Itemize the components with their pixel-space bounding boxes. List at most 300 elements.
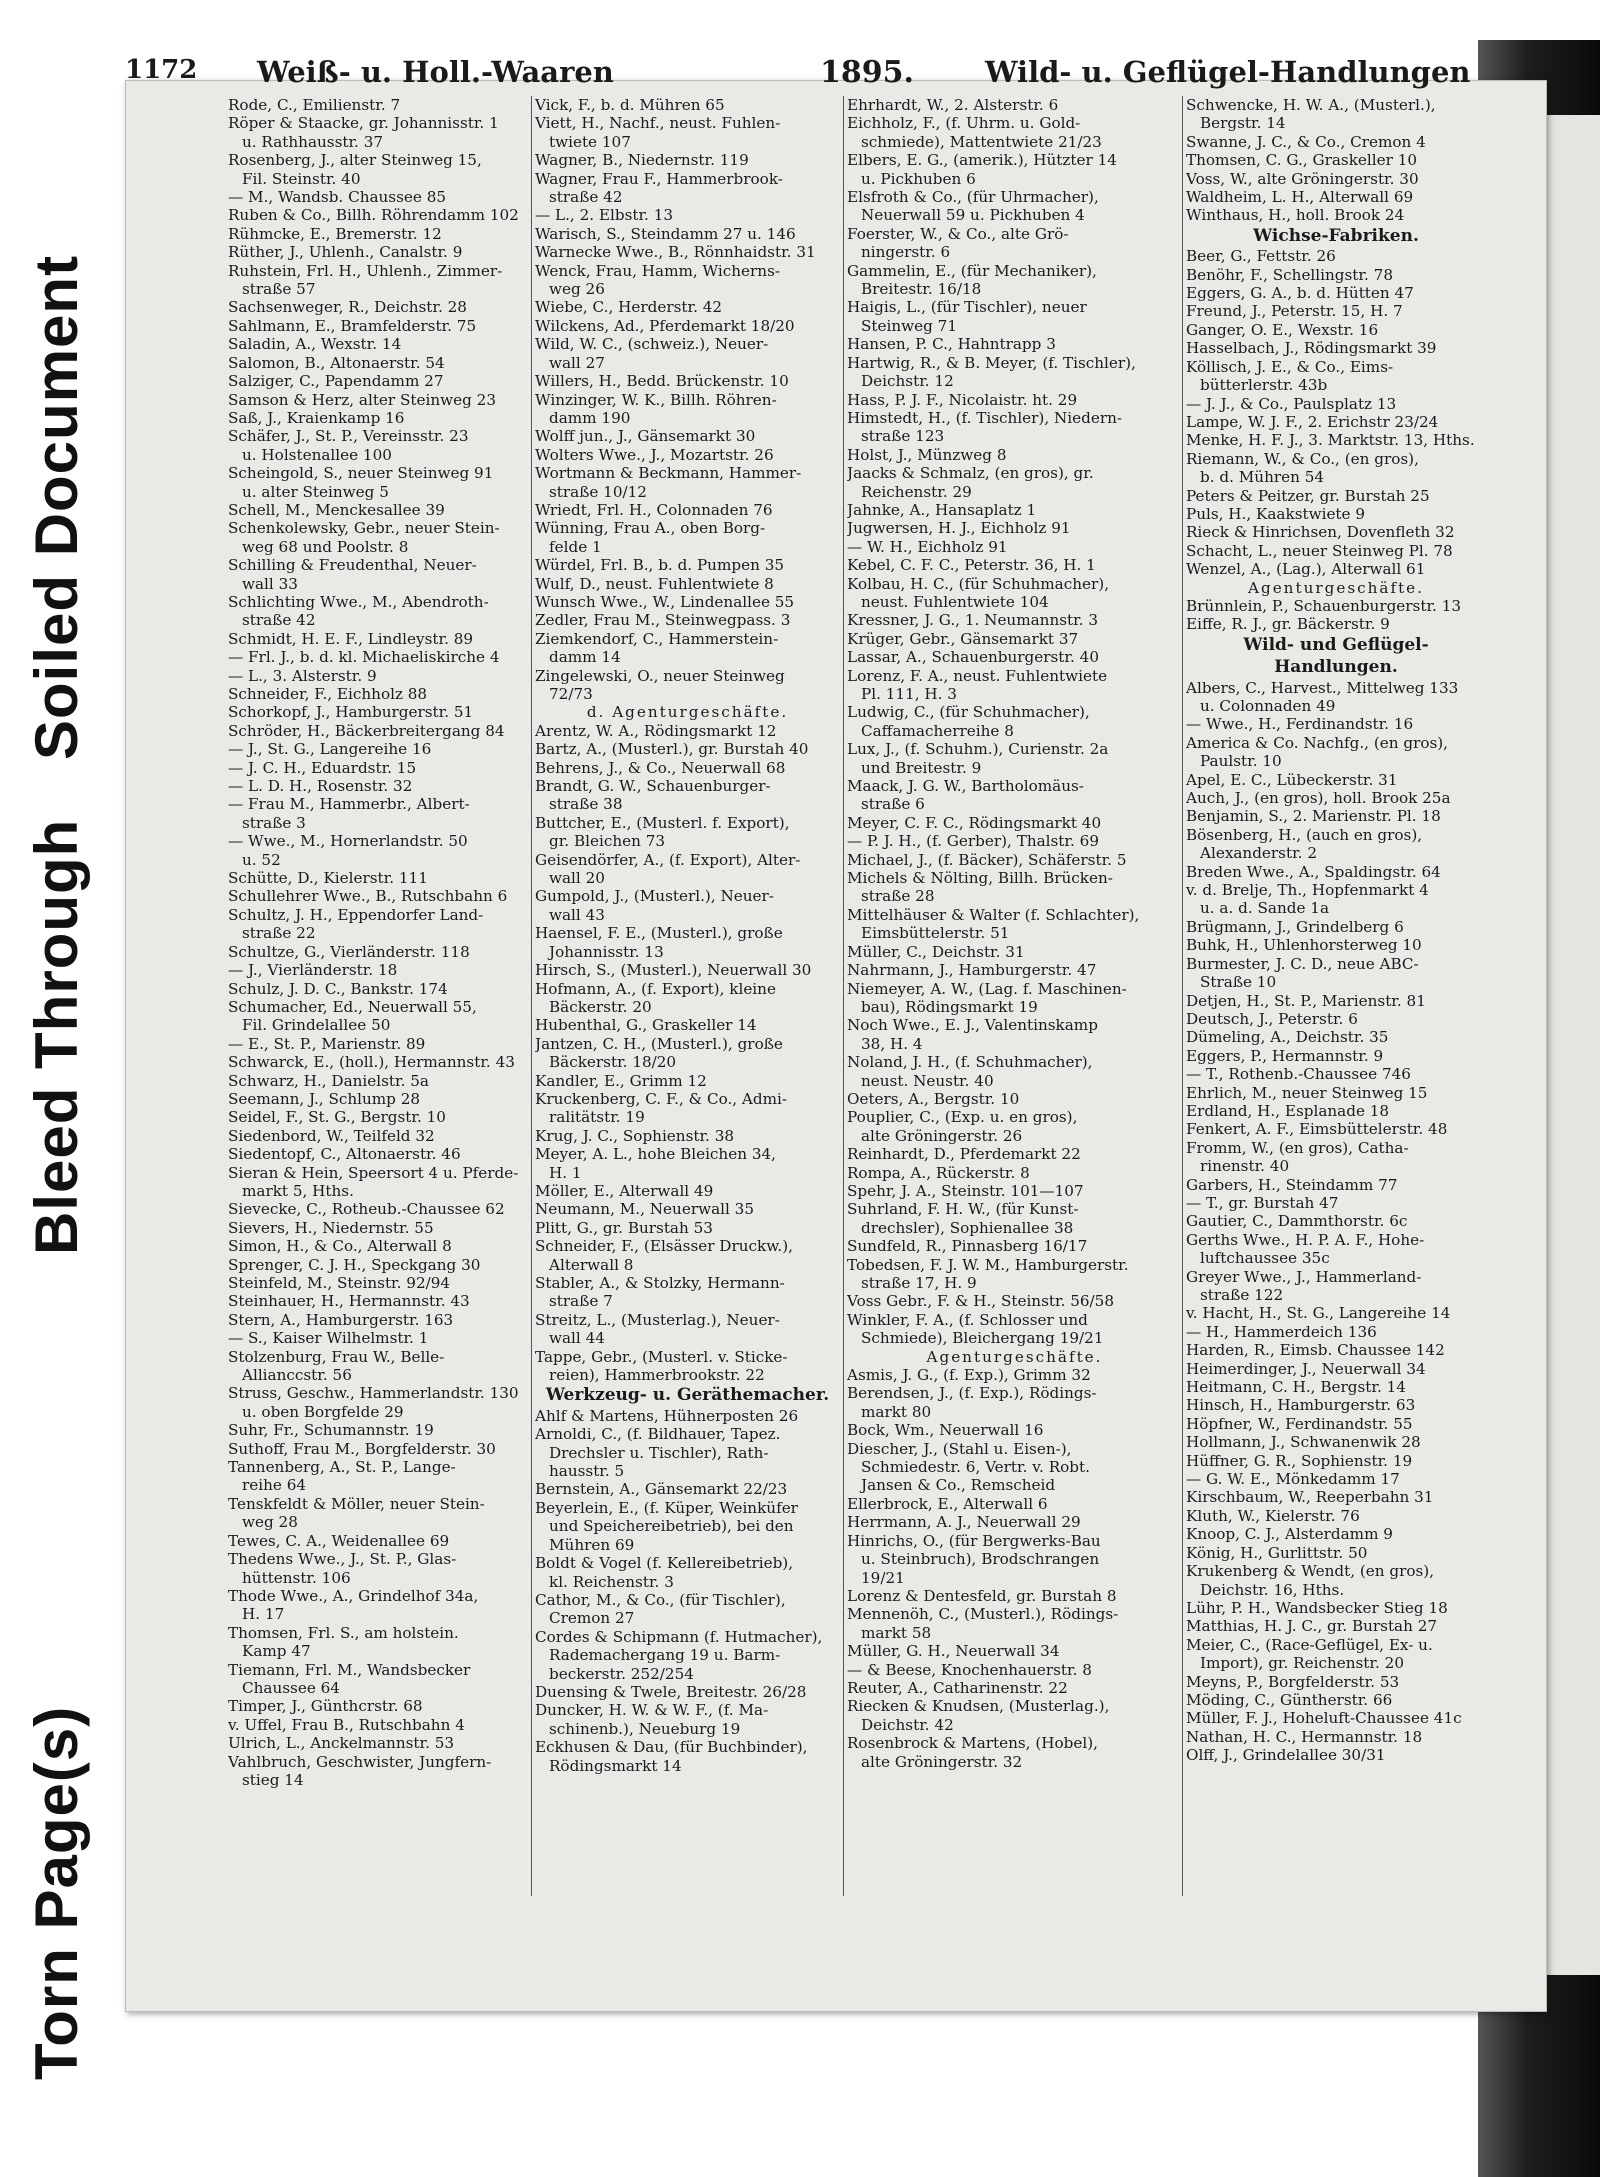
directory-entry: Kebel, C. F. C., Peterstr. 36, H. 1 — [847, 556, 1096, 575]
directory-entry: Siedenbord, W., Teilfeld 32 — [228, 1126, 435, 1145]
entry-continuation: luftchaussee 35c — [1200, 1249, 1330, 1268]
section-heading: Werkzeug- u. Geräthemacher. — [545, 1385, 830, 1406]
directory-entry: — J., Vierländerstr. 18 — [228, 961, 398, 980]
directory-entry: Seidel, F., St. G., Bergstr. 10 — [228, 1108, 446, 1127]
directory-entry: Wagner, Frau F., Hammerbrook- — [535, 169, 783, 188]
directory-column-3 — [847, 96, 1182, 1996]
directory-entry: Noland, J. H., (f. Schuhmacher), — [847, 1053, 1093, 1072]
directory-entry: Sundfeld, R., Pinnasberg 16/17 — [847, 1237, 1088, 1256]
entry-continuation: Fil. Steinstr. 40 — [242, 169, 361, 188]
directory-entry: Hollmann, J., Schwanenwik 28 — [1186, 1433, 1421, 1452]
directory-entry: Gerths Wwe., H. P. A. F., Hohe- — [1186, 1230, 1425, 1249]
directory-entry: Bartz, A., (Musterl.), gr. Burstah 40 — [535, 740, 809, 759]
directory-entry: Holst, J., Münzweg 8 — [847, 445, 1007, 464]
directory-entry: — T., gr. Burstah 47 — [1186, 1193, 1339, 1212]
entry-continuation: drechsler), Sophienallee 38 — [861, 1218, 1074, 1237]
directory-entry: Schacht, L., neuer Steinweg Pl. 78 — [1186, 541, 1453, 560]
entry-continuation: Bäckerstr. 18/20 — [549, 1053, 677, 1072]
torn-pages-stamp: Torn Page(s) — [23, 1705, 90, 2080]
directory-entry: Benjamin, S., 2. Marienstr. Pl. 18 — [1186, 807, 1441, 826]
directory-entry: Lorenz & Dentesfeld, gr. Burstah 8 — [847, 1586, 1117, 1605]
directory-entry: Lassar, A., Schauenburgerstr. 40 — [847, 648, 1099, 667]
entry-continuation: u. Colonnaden 49 — [1200, 697, 1336, 715]
directory-entry: — Wwe., M., Hornerlandstr. 50 — [228, 832, 468, 851]
directory-entry: Zingelewski, O., neuer Steinweg — [535, 666, 785, 685]
entry-continuation: reien), Hammerbrookstr. 22 — [549, 1366, 765, 1385]
directory-entry: — W. H., Eichholz 91 — [847, 537, 1008, 556]
directory-entry: Lampe, W. J. F., 2. Erichstr 23/24 — [1186, 412, 1439, 431]
directory-entry: Diescher, J., (Stahl u. Eisen-), — [847, 1439, 1072, 1458]
directory-entry: — Wwe., H., Ferdinandstr. 16 — [1186, 715, 1414, 734]
directory-entry: v. d. Brelje, Th., Hopfenmarkt 4 — [1186, 881, 1429, 900]
directory-entry: Voss Gebr., F. & H., Steinstr. 56/58 — [847, 1292, 1114, 1311]
directory-entry: Ludwig, C., (für Schuhmacher), — [847, 703, 1090, 722]
entry-continuation: markt 80 — [861, 1402, 932, 1421]
right-running-title: Wild- u. Geflügel-Handlungen — [985, 55, 1471, 89]
directory-entry: Olff, J., Grindelallee 30/31 — [1186, 1746, 1386, 1765]
entry-continuation: straße 10/12 — [549, 482, 647, 501]
directory-entry: Breden Wwe., A., Spaldingstr. 64 — [1186, 862, 1441, 881]
directory-entry: Michels & Nölting, Billh. Brücken- — [847, 869, 1113, 888]
directory-entry: Mennenöh, C., (Musterl.), Rödings- — [847, 1605, 1119, 1624]
directory-entry: Schell, M., Menckesallee 39 — [228, 500, 445, 519]
entry-continuation: Schmiede), Bleichergang 19/21 — [861, 1329, 1104, 1348]
directory-entry: — Frl. J., b. d. kl. Michaeliskirche 4 — [228, 648, 500, 667]
directory-entry: Rieck & Hinrichsen, Dovenfleth 32 — [1186, 523, 1455, 542]
entry-continuation: Fil. Grindelallee 50 — [242, 1016, 391, 1035]
entry-continuation: weg 28 — [242, 1513, 298, 1532]
entry-continuation: u. Rathhausstr. 37 — [242, 132, 384, 151]
directory-entry: Kandler, E., Grimm 12 — [535, 1071, 707, 1090]
directory-entry: Arnoldi, C., (f. Bildhauer, Tapez. — [535, 1425, 781, 1444]
entry-continuation: weg 26 — [549, 280, 605, 299]
directory-entry: Mittelhäuser & Walter (f. Schlachter), — [847, 905, 1140, 924]
directory-entry: Plitt, G., gr. Burstah 53 — [535, 1218, 713, 1237]
directory-entry: Nahrmann, J., Hamburgerstr. 47 — [847, 961, 1097, 980]
directory-entry: Samson & Herz, alter Steinweg 23 — [228, 390, 496, 409]
directory-entry: — H., Hammerdeich 136 — [1186, 1322, 1377, 1341]
entry-continuation: 19/21 — [861, 1568, 905, 1587]
column-rule — [1182, 96, 1183, 1896]
directory-entry: Knoop, C. J., Alsterdamm 9 — [1186, 1525, 1393, 1544]
directory-entry: Winzinger, W. K., Billh. Röhren- — [535, 390, 777, 409]
left-running-title: Weiß- u. Holl.-Waaren — [257, 55, 614, 89]
directory-entry: Schütte, D., Kielerstr. 111 — [228, 869, 428, 888]
entry-continuation: neust. Fuhlentwiete 104 — [861, 592, 1049, 611]
directory-entry: Stabler, A., & Stolzky, Hermann- — [535, 1274, 785, 1292]
directory-entry: Greyer Wwe., J., Hammerland- — [1186, 1267, 1422, 1286]
entry-continuation: schmiede), Mattentwiete 21/23 — [861, 132, 1102, 151]
directory-entry: Freund, J., Peterstr. 15, H. 7 — [1186, 302, 1403, 321]
directory-entry: Schäfer, J., St. P., Vereinsstr. 23 — [228, 427, 469, 446]
entry-continuation: Cremon 27 — [549, 1609, 635, 1628]
entry-continuation: Import), gr. Reichenstr. 20 — [1200, 1654, 1404, 1673]
directory-entry: Krukenberg & Wendt, (en gros), — [1186, 1562, 1435, 1581]
directory-entry: Kluth, W., Kielerstr. 76 — [1186, 1506, 1360, 1525]
entry-continuation: neust. Neustr. 40 — [861, 1071, 994, 1090]
directory-entry: Höpfner, W., Ferdinandstr. 55 — [1186, 1414, 1413, 1433]
directory-entry: Deutsch, J., Peterstr. 6 — [1186, 1009, 1358, 1028]
directory-entry: Wunsch Wwe., W., Lindenallee 55 — [535, 592, 795, 611]
directory-entry: Würdel, Frl. B., b. d. Pumpen 35 — [535, 556, 785, 575]
directory-entry: Tewes, C. A., Weidenallee 69 — [228, 1531, 450, 1550]
page-header — [125, 55, 1471, 95]
entry-continuation: Straße 10 — [1200, 973, 1277, 992]
directory-entry: Wünning, Frau A., oben Borg- — [535, 519, 766, 538]
directory-entry: Sieran & Hein, Speersort 4 u. Pferde- — [228, 1163, 519, 1182]
directory-entry: Wild, W. C., (schweiz.), Neuer- — [535, 335, 769, 354]
entry-continuation: straße 42 — [549, 188, 623, 207]
entry-continuation: alte Gröningerstr. 32 — [861, 1752, 1023, 1771]
directory-entry: Meyer, A. L., hohe Bleichen 34, — [535, 1145, 776, 1164]
directory-entry: Oeters, A., Bergstr. 10 — [847, 1089, 1020, 1108]
directory-entry: Tannenberg, A., St. P., Lange- — [228, 1458, 456, 1477]
directory-entry: Buttcher, E., (Musterl. f. Export), — [535, 813, 790, 832]
directory-entry: Maack, J. G. W., Bartholomäus- — [847, 777, 1084, 796]
directory-entry: Wenzel, A., (Lag.), Alterwall 61 — [1186, 560, 1426, 579]
directory-entry: Warisch, S., Steindamm 27 u. 146 — [535, 224, 796, 243]
entry-continuation: Bergstr. 14 — [1200, 114, 1286, 133]
entry-continuation: straße 123 — [861, 427, 945, 446]
directory-entry: Schultze, G., Vierländerstr. 118 — [228, 942, 470, 961]
directory-entry: Waldheim, L. H., Alterwall 69 — [1186, 188, 1414, 207]
directory-entry: Saß, J., Kraienkamp 16 — [228, 408, 405, 427]
directory-entry: Arentz, W. A., Rödingsmarkt 12 — [535, 721, 777, 740]
directory-entry: — & Beese, Knochenhauerstr. 8 — [847, 1660, 1092, 1679]
entry-continuation: b. d. Mühren 54 — [1200, 468, 1325, 487]
directory-entry: Wulf, D., neust. Fuhlentwiete 8 — [535, 574, 774, 593]
directory-entry: Brügmann, J., Grindelberg 6 — [1186, 917, 1404, 936]
directory-entry: Suhr, Fr., Schumannstr. 19 — [228, 1421, 434, 1440]
directory-entry: Eiffe, R. J., gr. Bäckerstr. 9 — [1186, 615, 1390, 634]
directory-entry: Vahlbruch, Geschwister, Jungfern- — [228, 1752, 492, 1771]
directory-entry: Reinhardt, D., Pferdemarkt 22 — [847, 1145, 1081, 1164]
directory-entry: Albers, C., Harvest., Mittelweg 133 — [1186, 678, 1459, 697]
entry-continuation: bau), Rödingsmarkt 19 — [861, 997, 1038, 1016]
entry-continuation: gr. Bleichen 73 — [549, 832, 666, 851]
directory-entry: Garbers, H., Steindamm 77 — [1186, 1175, 1398, 1194]
entry-continuation: 38, H. 4 — [861, 1034, 923, 1053]
directory-entry: Niemeyer, A. W., (Lag. f. Maschinen- — [847, 979, 1127, 998]
entry-continuation: kl. Reichenstr. 3 — [549, 1572, 674, 1591]
entry-continuation: Schmiedestr. 6, Vertr. v. Robt. — [861, 1458, 1090, 1477]
entry-continuation: Deichstr. 42 — [861, 1715, 954, 1734]
directory-entry: — E., St. P., Marienstr. 89 — [228, 1034, 426, 1053]
directory-entry: Winthaus, H., holl. Brook 24 — [1186, 206, 1405, 225]
entry-continuation: Eimsbüttelerstr. 51 — [861, 924, 1010, 943]
entry-continuation: u. oben Borgfelde 29 — [242, 1402, 404, 1421]
entry-continuation: twiete 107 — [549, 132, 631, 151]
entry-continuation: straße 6 — [861, 795, 925, 814]
directory-entry: Simon, H., & Co., Alterwall 8 — [228, 1237, 452, 1256]
entry-continuation: Pl. 111, H. 3 — [861, 685, 957, 703]
entry-continuation: u. Holstenallee 100 — [242, 445, 392, 464]
directory-entry: Hubenthal, G., Graskeller 14 — [535, 1016, 757, 1035]
directory-entry: Schwarck, E., (holl.), Hermannstr. 43 — [228, 1053, 515, 1072]
directory-entry: Rompa, A., Rückerstr. 8 — [847, 1163, 1030, 1182]
directory-entry: Wenck, Frau, Hamm, Wicherns- — [535, 261, 780, 280]
directory-entry: Sachsenweger, R., Deichstr. 28 — [228, 298, 467, 317]
directory-entry: Ganger, O. E., Wexstr. 16 — [1186, 320, 1379, 339]
directory-entry: Möding, C., Güntherstr. 66 — [1186, 1690, 1393, 1709]
directory-entry: Ahlf & Martens, Hühnerposten 26 — [535, 1406, 799, 1425]
directory-entry: Bösenberg, H., (auch en gros), — [1186, 825, 1423, 844]
directory-entry: Haigis, L., (für Tischler), neuer — [847, 298, 1087, 317]
entry-continuation: Deichstr. 12 — [861, 372, 954, 391]
directory-entry: Apel, E. C., Lübeckerstr. 31 — [1186, 770, 1398, 789]
directory-entry: Duensing & Twele, Breitestr. 26/28 — [535, 1682, 807, 1701]
directory-entry: Hüffner, G. R., Sophienstr. 19 — [1186, 1451, 1413, 1470]
entry-continuation: Jansen & Co., Remscheid — [861, 1476, 1056, 1495]
entry-continuation: Allianccstr. 56 — [242, 1366, 352, 1385]
directory-entry: Gumpold, J., (Musterl.), Neuer- — [535, 887, 774, 906]
entry-continuation: Mühren 69 — [549, 1535, 635, 1554]
entry-continuation: schinenb.), Neueburg 19 — [549, 1719, 741, 1738]
directory-entry: Kirschbaum, W., Reeperbahn 31 — [1186, 1488, 1434, 1507]
entry-continuation: Breitestr. 16/18 — [861, 280, 982, 299]
directory-entry: Zedler, Frau M., Steinwegpass. 3 — [535, 611, 791, 630]
directory-entry: Suthoff, Frau M., Borgfelderstr. 30 — [228, 1439, 496, 1458]
directory-entry: Eichholz, F., (f. Uhrm. u. Gold- — [847, 114, 1081, 133]
directory-entry: Kruckenberg, C. F., & Co., Admi- — [535, 1089, 788, 1108]
directory-entry: — S., Kaiser Wilhelmstr. 1 — [228, 1329, 429, 1348]
directory-entry: Reuter, A., Catharinenstr. 22 — [847, 1678, 1068, 1697]
entry-continuation: straße 17, H. 9 — [861, 1274, 977, 1292]
entry-continuation: beckerstr. 252/254 — [549, 1664, 694, 1683]
entry-continuation: H. 17 — [242, 1605, 285, 1624]
directory-entry: Möller, E., Alterwall 49 — [535, 1181, 714, 1200]
directory-entry: Schneider, F., Eichholz 88 — [228, 685, 428, 703]
entry-continuation: Drechsler u. Tischler), Rath- — [549, 1443, 769, 1462]
directory-entry: Vick, F., b. d. Mühren 65 — [535, 96, 725, 114]
entry-continuation: und Speichereibetrieb), bei den — [549, 1517, 794, 1536]
directory-entry: Michael, J., (f. Bäcker), Schäferstr. 5 — [847, 850, 1127, 869]
directory-entry: Auch, J., (en gros), holl. Brook 25a — [1186, 789, 1451, 808]
entry-continuation: Rademachergang 19 u. Barm- — [549, 1646, 781, 1665]
directory-entry: Kolbau, H. C., (für Schuhmacher), — [847, 574, 1110, 593]
directory-entry: Sahlmann, E., Bramfelderstr. 75 — [228, 316, 477, 335]
directory-entry: Elsfroth & Co., (für Uhrmacher), — [847, 188, 1099, 207]
directory-entry: Gautier, C., Dammthorstr. 6c — [1186, 1212, 1408, 1231]
entry-continuation: Steinweg 71 — [861, 316, 957, 335]
directory-entry: Riecken & Knudsen, (Musterlag.), — [847, 1697, 1110, 1716]
directory-entry: Thode Wwe., A., Grindelhof 34a, — [228, 1586, 479, 1605]
directory-entry: Burmester, J. C. D., neue ABC- — [1186, 954, 1419, 973]
directory-entry: Kressner, J. G., 1. Neumannstr. 3 — [847, 611, 1099, 630]
bleed-through-stamp: Bleed Through — [23, 818, 90, 1255]
directory-entry: Himstedt, H., (f. Tischler), Niedern- — [847, 408, 1123, 427]
directory-entry: Ehrhardt, W., 2. Alsterstr. 6 — [847, 96, 1059, 114]
directory-column-1 — [228, 96, 528, 1996]
directory-entry: Müller, G. H., Neuerwall 34 — [847, 1642, 1060, 1661]
directory-entry: Jahnke, A., Hansaplatz 1 — [847, 500, 1037, 519]
directory-entry: Lux, J., (f. Schuhm.), Curienstr. 2a — [847, 740, 1109, 759]
entry-continuation: hausstr. 5 — [549, 1462, 625, 1481]
section-heading: Handlungen. — [1274, 657, 1398, 678]
directory-entry: Schlichting Wwe., M., Abendroth- — [228, 592, 489, 611]
entry-continuation: u. Pickhuben 6 — [861, 169, 976, 188]
directory-entry: Wolff jun., J., Gänsemarkt 30 — [535, 427, 756, 446]
section-heading: Wichse-Fabriken. — [1253, 225, 1419, 246]
directory-entry: Sievecke, C., Rotheub.-Chaussee 62 — [228, 1200, 505, 1219]
entry-continuation: u. Steinbruch), Brodschrangen — [861, 1550, 1100, 1569]
directory-entry: Buhk, H., Uhlenhorsterweg 10 — [1186, 936, 1422, 955]
entry-continuation: u. alter Steinweg 5 — [242, 482, 389, 501]
directory-entry: Röper & Staacke, gr. Johannisstr. 1 — [228, 114, 499, 133]
section-heading: Wild- und Geflügel- — [1243, 634, 1429, 655]
directory-entry: Swanne, J. C., & Co., Cremon 4 — [1186, 132, 1426, 151]
entry-continuation: Alterwall 8 — [549, 1255, 634, 1274]
directory-entry: Hartwig, R., & B. Meyer, (f. Tischler), — [847, 353, 1136, 372]
entry-continuation: straße 42 — [242, 611, 316, 630]
directory-entry: Ulrich, L., Anckelmannstr. 53 — [228, 1734, 455, 1753]
entry-continuation: Caffamacherreihe 8 — [861, 721, 1014, 740]
directory-entry: Wilckens, Ad., Pferdemarkt 18/20 — [535, 316, 795, 335]
adjacent-page-edge — [1540, 115, 1600, 1975]
directory-entry: Hansen, P. C., Hahntrapp 3 — [847, 335, 1056, 354]
directory-entry: Schröder, H., Bäckerbreitergang 84 — [228, 721, 505, 740]
entry-continuation: wall 44 — [549, 1329, 605, 1348]
directory-entry: Müller, C., Deichstr. 31 — [847, 942, 1025, 961]
directory-entry: Siedentopf, C., Altonaerstr. 46 — [228, 1145, 461, 1164]
entry-continuation: bütterlerstr. 43b — [1200, 376, 1328, 395]
directory-entry: Berendsen, J., (f. Exp.), Rödings- — [847, 1384, 1097, 1403]
directory-entry: Fromm, W., (en gros), Catha- — [1186, 1138, 1409, 1157]
directory-entry: Duncker, H. W. & W. F., (f. Ma- — [535, 1701, 769, 1720]
directory-entry: Willers, H., Bedd. Brückenstr. 10 — [535, 372, 789, 391]
directory-entry: — L., 2. Elbstr. 13 — [535, 206, 674, 225]
directory-entry: Hasselbach, J., Rödingsmarkt 39 — [1186, 339, 1437, 358]
directory-entry: Boldt & Vogel (f. Kellereibetrieb), — [535, 1554, 794, 1573]
directory-entry: Rühmcke, E., Bremerstr. 12 — [228, 224, 442, 243]
directory-entry: Rode, C., Emilienstr. 7 — [228, 96, 401, 114]
directory-entry: Hirsch, S., (Musterl.), Neuerwall 30 — [535, 961, 812, 980]
directory-entry: — G. W. E., Mönkedamm 17 — [1186, 1470, 1400, 1489]
directory-entry: v. Uffel, Frau B., Rutschbahn 4 — [228, 1715, 465, 1734]
directory-entry: Ruhstein, Frl. H., Uhlenh., Zimmer- — [228, 261, 503, 280]
directory-entry: — J. C. H., Eduardstr. 15 — [228, 758, 417, 777]
entry-continuation: Alexanderstr. 2 — [1200, 844, 1317, 863]
entry-continuation: wall 43 — [549, 905, 605, 924]
entry-continuation: H. 1 — [549, 1163, 582, 1182]
entry-continuation: ningerstr. 6 — [861, 243, 951, 262]
directory-entry: Stern, A., Hamburgerstr. 163 — [228, 1310, 454, 1329]
entry-continuation: und Breitestr. 9 — [861, 758, 982, 777]
directory-entry: Noch Wwe., E. J., Valentinskamp — [847, 1016, 1098, 1035]
entry-continuation: wall 33 — [242, 574, 298, 593]
directory-entry: Foerster, W., & Co., alte Grö- — [847, 224, 1069, 243]
directory-entry: Steinfeld, M., Steinstr. 92/94 — [228, 1274, 451, 1292]
directory-entry: Erdland, H., Esplanade 18 — [1186, 1101, 1390, 1120]
directory-entry: Sprenger, C. J. H., Speckgang 30 — [228, 1255, 481, 1274]
directory-entry: Harden, R., Eimsb. Chaussee 142 — [1186, 1341, 1445, 1360]
directory-entry: — T., Rothenb.-Chaussee 746 — [1186, 1065, 1411, 1084]
entry-continuation: stieg 14 — [242, 1770, 304, 1789]
entry-continuation: damm 190 — [549, 408, 631, 427]
directory-entry: Müller, F. J., Hoheluft-Chaussee 41c — [1186, 1709, 1462, 1728]
directory-entry: America & Co. Nachfg., (en gros), — [1186, 733, 1449, 752]
directory-entry: Heitmann, C. H., Bergstr. 14 — [1186, 1378, 1406, 1397]
directory-entry: Schultz, J. H., Eppendorfer Land- — [228, 905, 484, 924]
directory-entry: Saladin, A., Wexstr. 14 — [228, 335, 402, 354]
directory-entry: Schwarz, H., Danielstr. 5a — [228, 1071, 429, 1090]
directory-entry: Haensel, F. E., (Musterl.), große — [535, 924, 783, 943]
directory-entry: v. Hacht, H., St. G., Langereihe 14 — [1186, 1304, 1451, 1323]
directory-entry: Hass, P. J. F., Nicolaistr. ht. 29 — [847, 390, 1078, 409]
directory-entry: Schilling & Freudenthal, Neuer- — [228, 556, 477, 575]
directory-entry: Scheingold, S., neuer Steinweg 91 — [228, 464, 494, 483]
directory-entry: Thomsen, C. G., Graskeller 10 — [1186, 151, 1418, 170]
directory-entry: Struss, Geschw., Hammerlandstr. 130 — [228, 1384, 519, 1403]
subsection-heading: Agenturgeschäfte. — [1248, 578, 1424, 597]
directory-entry: Detjen, H., St. P., Marienstr. 81 — [1186, 991, 1426, 1010]
directory-entry: Beyerlein, E., (f. Küper, Weinküfer — [535, 1498, 798, 1517]
entry-continuation: Deichstr. 16, Hths. — [1200, 1580, 1345, 1599]
directory-entry: Schorkopf, J., Hamburgerstr. 51 — [228, 703, 474, 722]
directory-entry: Eckhusen & Dau, (für Buchbinder), — [535, 1738, 808, 1757]
entry-continuation: Chaussee 64 — [242, 1678, 340, 1697]
directory-entry: Tiemann, Frl. M., Wandsbecker — [228, 1660, 471, 1679]
directory-entry: Benöhr, F., Schellingstr. 78 — [1186, 265, 1393, 284]
directory-entry: Krug, J. C., Sophienstr. 38 — [535, 1126, 735, 1145]
entry-continuation: hüttenstr. 106 — [242, 1568, 351, 1587]
entry-continuation: alte Gröningerstr. 26 — [861, 1126, 1023, 1145]
directory-entry: Peters & Peitzer, gr. Burstah 25 — [1186, 486, 1430, 505]
directory-entry: Schwencke, H. W. A., (Musterl.), — [1186, 96, 1436, 114]
directory-entry: Wolters Wwe., J., Mozartstr. 26 — [535, 445, 774, 464]
directory-entry: Schumacher, Ed., Neuerwall 55, — [228, 997, 477, 1016]
entry-continuation: Rödingsmarkt 14 — [549, 1756, 682, 1775]
directory-entry: Thomsen, Frl. S., am holstein. — [228, 1623, 459, 1642]
directory-entry: Geisendörfer, A., (f. Export), Alter- — [535, 850, 801, 869]
directory-entry: Hinsch, H., Hamburgerstr. 63 — [1186, 1396, 1416, 1415]
directory-entry: Hinrichs, O., (für Bergwerks-Bau — [847, 1531, 1101, 1550]
directory-entry: Brünnlein, P., Schauenburgerstr. 13 — [1186, 596, 1462, 615]
directory-entry: Wagner, B., Niedernstr. 119 — [535, 151, 749, 170]
directory-entry: Fenkert, A. F., Eimsbüttelerstr. 48 — [1186, 1120, 1448, 1139]
entry-continuation: Paulstr. 10 — [1200, 752, 1282, 771]
directory-entry: Heimerdinger, J., Neuerwall 34 — [1186, 1359, 1426, 1378]
entry-continuation: Johannisstr. 13 — [549, 942, 664, 961]
directory-entry: Elbers, E. G., (amerik.), Hützter 14 — [847, 151, 1117, 170]
entry-continuation: wall 27 — [549, 353, 605, 372]
directory-entry: Schullehrer Wwe., B., Rutschbahn 6 — [228, 887, 508, 906]
directory-entry: Schenkolewsky, Gebr., neuer Stein- — [228, 519, 500, 538]
entry-continuation: Bäckerstr. 20 — [549, 997, 652, 1016]
entry-continuation: straße 122 — [1200, 1286, 1284, 1304]
directory-entry: Suhrland, F. H. W., (für Kunst- — [847, 1200, 1079, 1219]
directory-entry: — L., 3. Alsterstr. 9 — [228, 666, 377, 685]
directory-column-2 — [535, 96, 840, 1996]
directory-entry: — J. J., & Co., Paulsplatz 13 — [1186, 394, 1397, 413]
directory-entry: Ehrlich, M., neuer Steinweg 15 — [1186, 1083, 1428, 1102]
directory-entry: Rosenbrock & Martens, (Hobel), — [847, 1734, 1098, 1753]
directory-entry: Winkler, F. A., (f. Schlosser und — [847, 1310, 1088, 1329]
entry-continuation: rinenstr. 40 — [1200, 1157, 1290, 1176]
directory-entry: Ellerbrock, E., Alterwall 6 — [847, 1494, 1048, 1513]
directory-entry: Salziger, C., Papendamm 27 — [228, 372, 444, 391]
directory-entry: Rüther, J., Uhlenh., Canalstr. 9 — [228, 243, 463, 262]
directory-entry: Matthias, H. J. C., gr. Burstah 27 — [1186, 1617, 1438, 1636]
directory-entry: Beer, G., Fettstr. 26 — [1186, 247, 1336, 266]
directory-entry: Brandt, G. W., Schauenburger- — [535, 777, 771, 796]
directory-entry: Dümeling, A., Deichstr. 35 — [1186, 1028, 1389, 1047]
directory-entry: Eggers, G. A., b. d. Hütten 47 — [1186, 284, 1414, 303]
directory-entry: Salomon, B., Altonaerstr. 54 — [228, 353, 445, 372]
directory-entry: Jaacks & Schmalz, (en gros), gr. — [847, 464, 1094, 483]
entry-continuation: Reichenstr. 29 — [861, 482, 972, 501]
directory-entry: Köllisch, J. E., & Co., Eims- — [1186, 357, 1394, 376]
